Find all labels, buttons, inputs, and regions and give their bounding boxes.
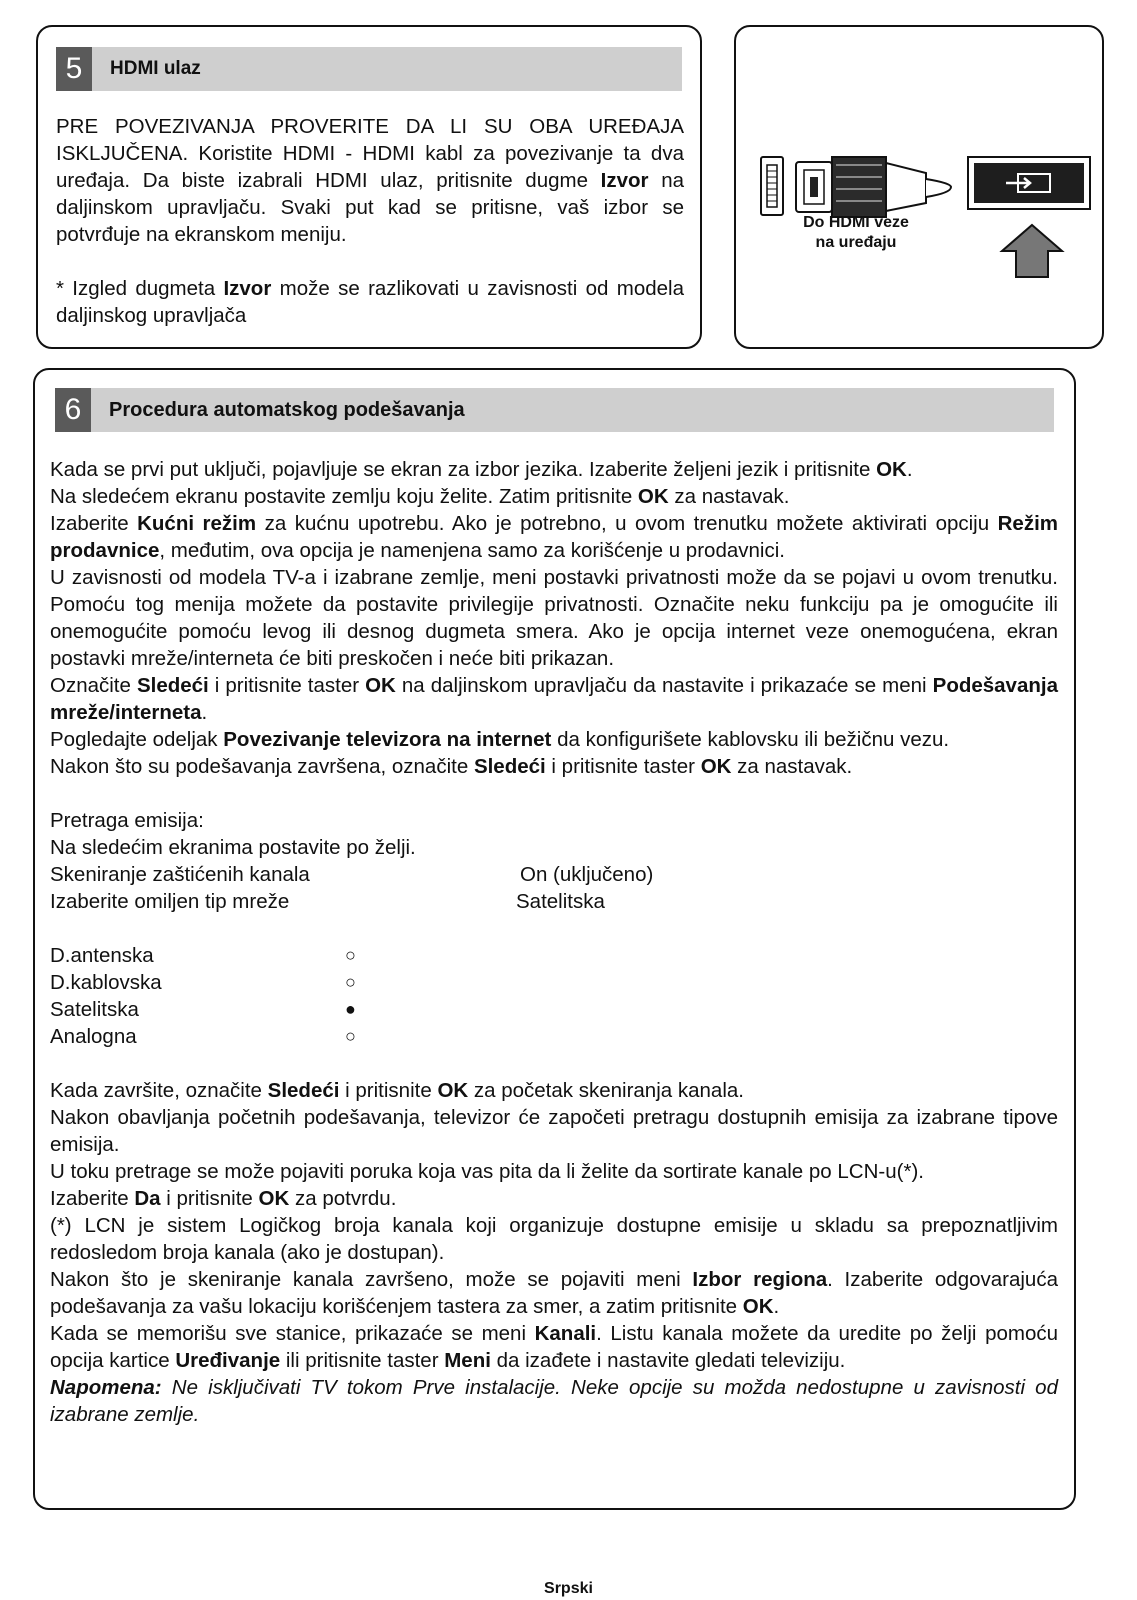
source-button-icon: [968, 157, 1090, 209]
section-6-title: Procedura automatskog podešavanja: [109, 398, 465, 421]
section-5-title: HDMI ulaz: [110, 58, 201, 79]
s6-line-7: Nakon što su podešavanja završena, označite Sledeći i pritisnite taster OK za nastavak.: [50, 755, 853, 778]
option-row: D.kablovska ○: [50, 971, 356, 994]
setting-1-value: On (uključeno): [520, 863, 654, 886]
section-5-body: [56, 113, 684, 329]
s6-after-4: Izaberite Da i pritisnite OK za potvrdu.: [50, 1187, 397, 1210]
radio-mark: ○: [345, 1026, 356, 1046]
s6-line-4: U zavisnosti od modela TV-a i izabrane zemlje, meni postavki privatnosti može da se pojavi u ovom trenutku. Pomoću tog menija možete da postavite privilegije privatnosti. Označite neku funkciju pa je omogućite ili onemogućite pomoću levog ili desnog dugmeta smera. Ako je opcija internet veze onemogućena, ekran postavki mreže/interneta će biti preskočen i neće biti prikazan.: [50, 566, 1058, 670]
section-6-body: [50, 456, 1058, 1428]
option-row: D.antenska ○: [50, 944, 356, 967]
s6-line-3: Izaberite Kućni režim za kućnu upotrebu. Ako je potrebno, u ovom trenutku možete aktivirati opciju Režim prodavnice, međutim, ova opcija je namenjena samo za korišćenje u prodavnici.: [50, 512, 1058, 562]
section-5-box: [36, 25, 702, 349]
section-5-paragraph-1: PRE POVEZIVANJA PROVERITE DA LI SU OBA UREĐAJA ISKLJUČENA. Koristite HDMI - HDMI kabl za povezivanje ta dva uređaja. Da biste izabrali HDMI ulaz, pritisnite dugme Izvor na daljinskom upravljaču. Svaki put kad se pritisne, vaš izbor se potvrđuje na ekranskom meniju.: [56, 115, 685, 246]
hdmi-figure-caption: Do HDMI veze na uređaju: [803, 214, 909, 251]
search-title: Pretraga emisija:: [50, 809, 204, 832]
radio-mark: ●: [345, 999, 356, 1019]
setting-2-label: Izaberite omiljen tip mreže: [50, 890, 290, 913]
setting-2-value: Satelitska: [516, 890, 605, 913]
option-row: Satelitska ●: [50, 998, 356, 1021]
radio-mark: ○: [345, 945, 356, 965]
section-6-number: 6: [55, 388, 91, 432]
page-footer-language: Srpski: [544, 1580, 593, 1597]
section-5-number: 5: [56, 47, 92, 91]
s6-after-5: (*) LCN je sistem Logičkog broja kanala koji organizuje dostupne emisije u skladu sa prepoznatljivim redosledom broja kanala (ako je dostupan).: [50, 1214, 1058, 1264]
section-6-box: [33, 368, 1076, 1510]
hdmi-port-icon: [761, 157, 783, 215]
radio-mark: ○: [345, 972, 356, 992]
section-5-header: [56, 47, 682, 91]
hdmi-cable-illustration: [736, 107, 1102, 307]
setting-1-label: Skeniranje zaštićenih kanala: [50, 863, 310, 886]
s6-after-2: Nakon obavljanja početnih podešavanja, televizor će započeti pretragu dostupnih emisija za izabrane tipove emisija.: [50, 1106, 1058, 1156]
s6-after-6: Nakon što je skeniranje kanala završeno, može se pojaviti meni Izbor regiona. Izaberite odgovarajuća podešavanja za vašu lokaciju korišćenjem tastera za smer, a zatim pritisnite OK.: [50, 1268, 1058, 1318]
s6-line-6: Pogledajte odeljak Povezivanje televizora na internet da konfigurišete kablovsku ili bežičnu vezu.: [50, 728, 950, 751]
s6-note: Napomena: Ne isključivati TV tokom Prve instalacije. Neke opcije su možda nedostupne u zavisnosti od izabrane zemlje.: [50, 1376, 1058, 1426]
section-5-paragraph-2: * Izgled dugmeta Izvor može se razlikovati u zavisnosti od modela daljinskog upravljača: [56, 277, 684, 327]
section-6-header: [55, 388, 1054, 432]
s6-after-7: Kada se memorišu sve stanice, prikazaće se meni Kanali. Listu kanala možete da uredite po želji pomoću opcija kartice Uređivanje ili pritisnite taster Meni da izađete i nastavite gledati televiziju.: [50, 1322, 1058, 1372]
option-row: Analogna ○: [50, 1025, 356, 1048]
setting-row-network-type: [50, 888, 1058, 915]
s6-line-1: Kada se prvi put uključi, pojavljuje se ekran za izbor jezika. Izaberite željeni jezik i pritisnite OK.: [50, 458, 913, 481]
hdmi-plug-icon: [796, 157, 951, 217]
network-options-list: [50, 942, 1058, 1050]
hdmi-figure-box: [734, 25, 1104, 349]
up-arrow-icon: [1002, 225, 1062, 277]
s6-after-1: Kada završite, označite Sledeći i pritisnite OK za početak skeniranja kanala.: [50, 1079, 744, 1102]
s6-line-5: Označite Sledeći i pritisnite taster OK na daljinskom upravljaču da nastavite i prikazaće se meni Podešavanja mreže/interneta.: [50, 674, 1058, 724]
setting-row-protected-scan: [50, 861, 1058, 888]
s6-line-2: Na sledećem ekranu postavite zemlju koju želite. Zatim pritisnite OK za nastavak.: [50, 485, 790, 508]
search-intro: Na sledećim ekranima postavite po želji.: [50, 836, 416, 859]
s6-after-3: U toku pretrage se može pojaviti poruka koja vas pita da li želite da sortirate kanale po LCN-u(*).: [50, 1160, 924, 1183]
